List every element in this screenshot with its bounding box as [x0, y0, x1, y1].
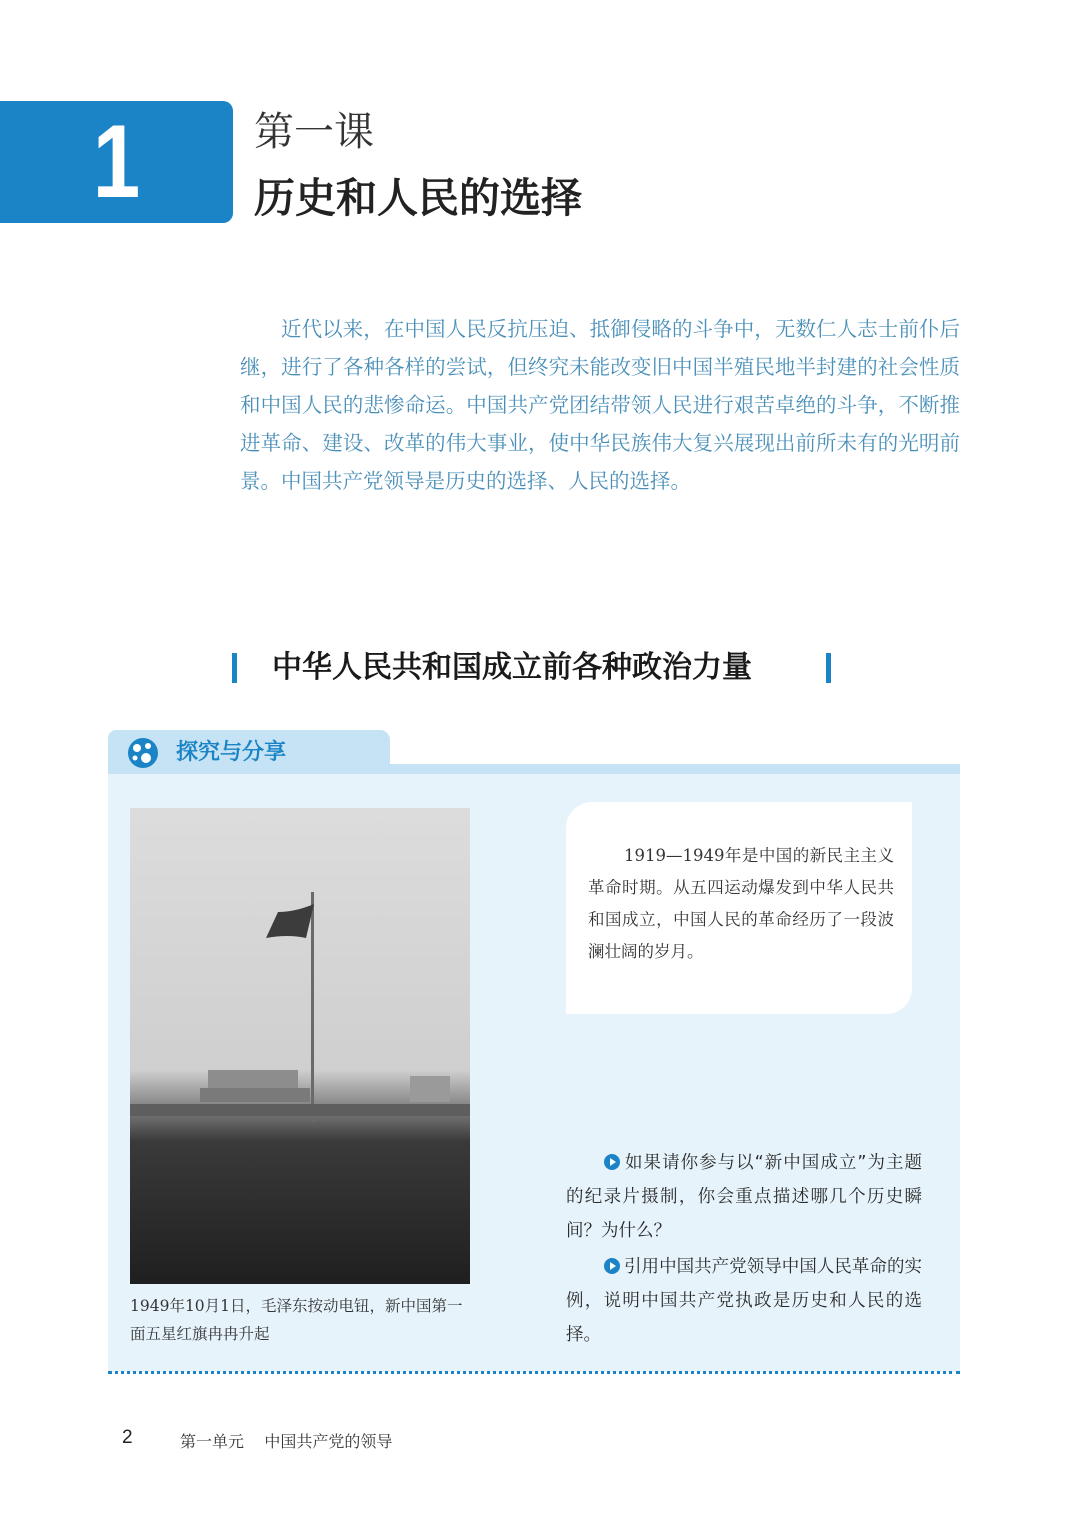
heading-bar-left	[232, 653, 237, 683]
lesson-label: 第一课	[254, 109, 374, 155]
globe-icon	[126, 736, 160, 770]
lesson-number: 1	[92, 104, 141, 220]
quote-box	[566, 802, 912, 1014]
explore-share-panel	[108, 730, 960, 1372]
flag-raising-photo	[130, 808, 470, 1284]
question-2-text: 引用中国共产党领导中国人民革命的实例，说明中国共产党执政是历史和人民的选择。	[566, 1257, 922, 1345]
photo-illustration	[130, 808, 470, 1284]
lesson-title: 历史和人民的选择	[254, 174, 582, 222]
play-arrow-icon	[604, 1154, 620, 1170]
panel-body	[108, 774, 960, 1372]
page-number: 2	[122, 1427, 133, 1448]
question-1-text: 如果请你参与以“新中国成立”为主题的纪录片摄制，你会重点描述哪几个历史瞬间？为什么？	[566, 1153, 922, 1241]
panel-tab-label: 探究与分享	[176, 740, 287, 765]
panel-header	[108, 730, 960, 774]
photo-caption: 1949年10月1日，毛泽东按动电钮，新中国第一面五星红旗冉冉升起	[130, 1297, 463, 1343]
footer-unit-title: 第一单元 中国共产党的领导	[180, 1432, 393, 1451]
section-heading	[232, 646, 842, 690]
play-arrow-icon	[604, 1258, 620, 1274]
section-title: 中华人民共和国成立前各种政治力量	[272, 650, 752, 685]
dotted-divider	[108, 1371, 960, 1374]
intro-paragraph: 近代以来，在中国人民反抗压迫、抵御侵略的斗争中，无数仁人志士前仆后继，进行了各种各样的尝试，但终究未能改变旧中国半殖民地半封建的社会性质和中国人民的悲惨命运。中国共产党团结带领人民进行艰苦卓绝的斗争，不断推进革命、建设、改革的伟大事业，使中华民族伟大复兴展现出前所未有的光明前景。中国共产党领导是历史的选择、人民的选择。	[240, 317, 960, 493]
question-2	[566, 1250, 922, 1352]
quote-text: 1919—1949年是中国的新民主主义革命时期。从五四运动爆发到中华人民共和国成立，中国人民的革命经历了一段波澜壮阔的岁月。	[588, 846, 894, 961]
question-1	[566, 1146, 922, 1248]
heading-bar-right	[826, 653, 831, 683]
